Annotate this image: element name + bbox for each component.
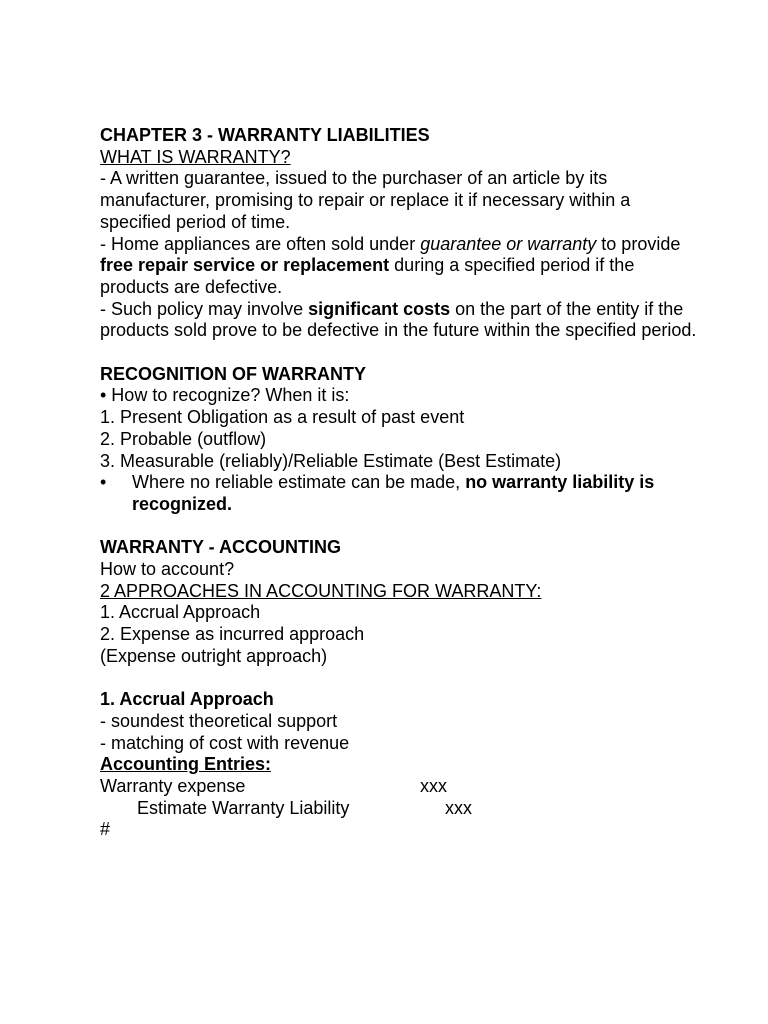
credit-entry-row [100,798,700,820]
debit-entry-row [100,776,700,798]
debit-account: Warranty expense [100,776,246,797]
recognition-item: 2. Probable (outflow) [100,428,267,449]
accrual-approach-heading: 1. Accrual Approach [100,689,274,710]
recognition-item: 3. Measurable (reliably)/Reliable Estimate (Best Estimate) [100,450,562,471]
policy-costs-paragraph: - Such policy may involve significant costs on the part of the entity if the products sold prove to be defective in the future within the specified period. [100,298,697,341]
bullet-marker: • [100,472,107,493]
credit-account: Estimate Warranty Liability [137,797,350,818]
debit-amount: xxx [420,776,447,797]
recognition-intro: • How to recognize? When it is: [100,385,350,406]
credit-amount: xxx [445,797,472,818]
chapter-title: CHAPTER 3 - WARRANTY LIABILITIES [100,125,430,145]
document-body [100,125,700,841]
approaches-heading: 2 APPROACHES IN ACCOUNTING FOR WARRANTY: [100,580,542,601]
accrual-point: - matching of cost with revenue [100,732,350,753]
accrual-point: - soundest theoretical support [100,710,338,731]
home-appliances-paragraph: - Home appliances are often sold under guarantee or warranty to provide free repair service or replacement during a specified period if the products are defective. [100,233,681,297]
approach-item: 1. Accrual Approach [100,602,261,623]
end-mark: # [100,819,111,840]
recognition-heading: RECOGNITION OF WARRANTY [100,363,366,384]
accounting-heading: WARRANTY - ACCOUNTING [100,537,341,558]
approach-item: 2. Expense as incurred approach [100,624,365,645]
what-is-warranty-heading: WHAT IS WARRANTY? [100,146,291,167]
accounting-question: How to account? [100,559,235,580]
no-estimate-bullet: • Where no reliable estimate can be made, no warranty liability is recognized. [100,472,655,514]
recognition-item: 1. Present Obligation as a result of past event [100,407,465,428]
warranty-definition: - A written guarantee, issued to the purchaser of an article by its manufacturer, promising to repair or replace it if necessary within a specified period of time. [100,168,631,232]
accounting-entries-heading: Accounting Entries: [100,754,272,775]
approach-item: (Expense outright approach) [100,645,328,666]
